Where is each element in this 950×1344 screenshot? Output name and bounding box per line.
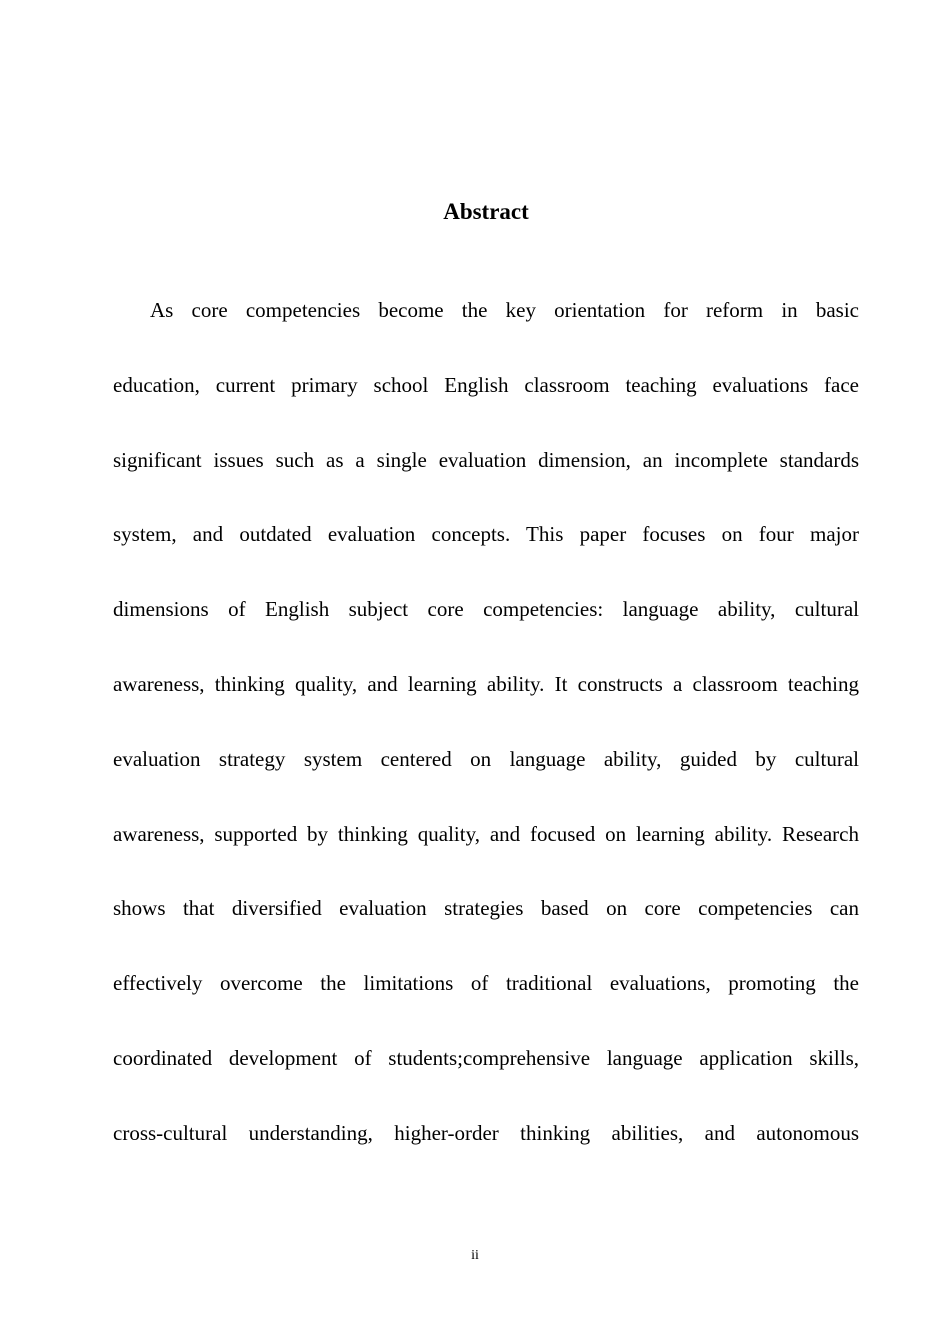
- abstract-line: As core competencies become the key orientation for reform in basic: [150, 298, 859, 322]
- abstract-line: evaluation strategy system centered on language ability, guided by cultural: [113, 746, 859, 771]
- abstract-line: system, and outdated evaluation concepts. This paper focuses on four major: [113, 522, 859, 547]
- abstract-body: [113, 273, 859, 1171]
- abstract-line: significant issues such as a single evaluation dimension, an incomplete standards: [113, 447, 859, 472]
- abstract-line: cross-cultural understanding, higher-order thinking abilities, and autonomous: [113, 1120, 859, 1145]
- abstract-line: effectively overcome the limitations of traditional evaluations, promoting the: [113, 971, 859, 996]
- page-number: ii: [471, 1248, 479, 1263]
- abstract-line: awareness, supported by thinking quality, and focused on learning ability. Research: [113, 821, 859, 846]
- abstract-line: coordinated development of students;comprehensive language application skills,: [113, 1045, 859, 1070]
- abstract-line: dimensions of English subject core competencies: language ability, cultural: [113, 597, 859, 622]
- abstract-line: education, current primary school English classroom teaching evaluations face: [113, 372, 859, 397]
- abstract-heading: Abstract: [443, 199, 529, 224]
- abstract-line: shows that diversified evaluation strategies based on core competencies can: [113, 896, 859, 921]
- abstract-line: awareness, thinking quality, and learning ability. It constructs a classroom teaching: [113, 671, 859, 696]
